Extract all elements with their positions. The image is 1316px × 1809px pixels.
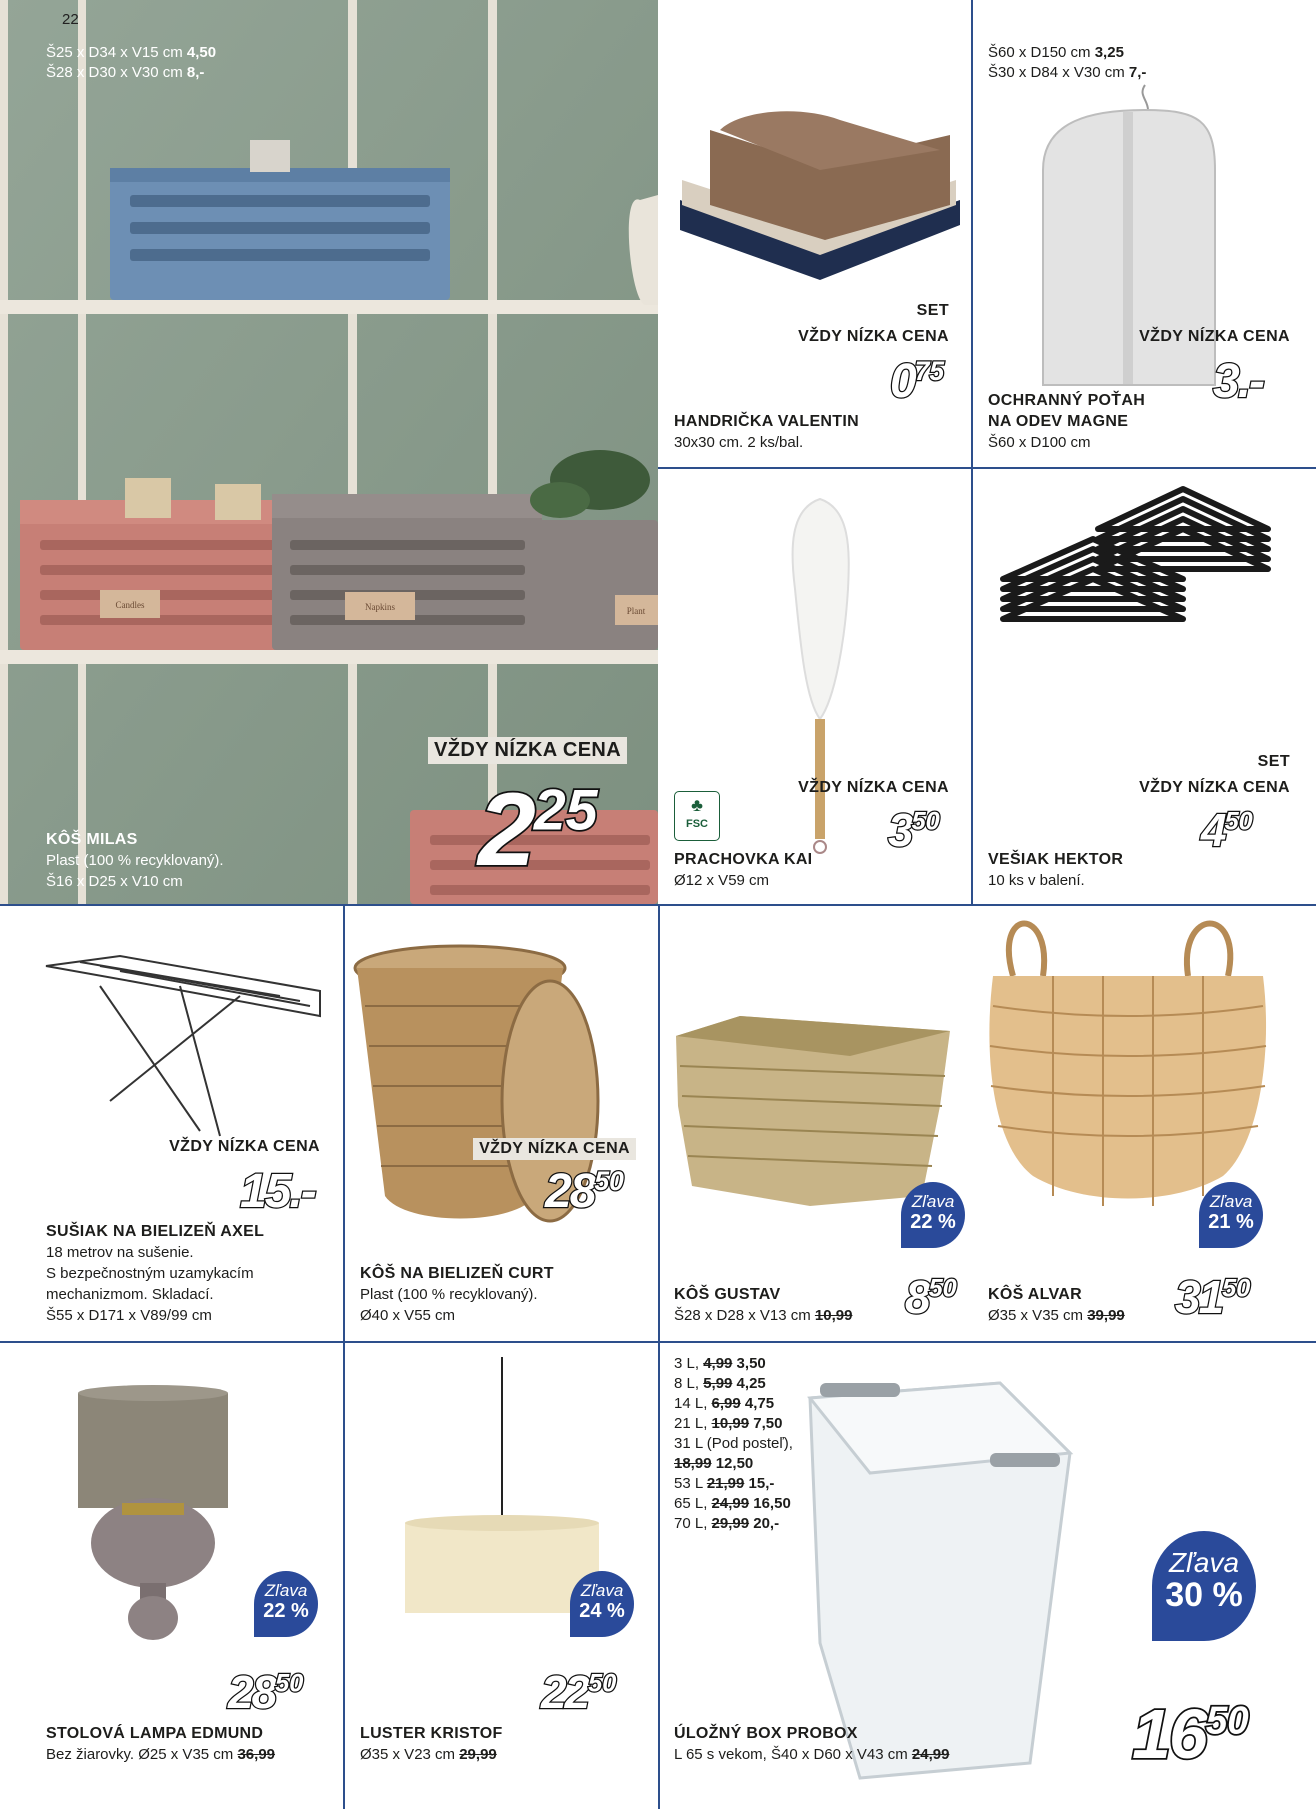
product-prachovka[interactable] (660, 469, 971, 904)
price-main: 28 (228, 1666, 276, 1718)
product-desc-1: 18 metrov na sušenie. (46, 1244, 194, 1261)
hero-illustration (0, 0, 658, 904)
discount-badge (1199, 1182, 1263, 1248)
price-tag: VŽDY NÍZKA CENA (798, 779, 949, 796)
product-name: KÔŠ GUSTAV (674, 1286, 781, 1303)
tree-icon: ♣ (691, 795, 703, 815)
product-desc-4: Š55 x D171 x V89/99 cm (46, 1307, 212, 1324)
price-tag: VŽDY NÍZKA CENA (1139, 779, 1290, 796)
price-main: 22 (541, 1666, 589, 1718)
product-luster[interactable] (345, 1343, 658, 1809)
product-desc (674, 1306, 852, 1326)
product-desc: Š60 x D100 cm (988, 434, 1091, 451)
hero-price-sup: 25 (533, 778, 598, 843)
old-price: 36,99 (237, 1746, 276, 1763)
new-price: 15,- (744, 1475, 775, 1492)
price-main: 3 (888, 804, 912, 856)
hero-photo (0, 0, 658, 904)
set-label: SET (916, 302, 949, 319)
product-susiak[interactable] (0, 906, 343, 1341)
old-price: 24,99 (711, 1495, 750, 1512)
product-probox[interactable] (660, 1343, 1316, 1809)
price-tag: VŽDY NÍZKA CENA (473, 1138, 636, 1160)
new-price: 3,50 (732, 1355, 766, 1372)
fsc-text: FSC (686, 818, 708, 830)
product-desc-2: S bezpečnostným uzamykacím (46, 1265, 254, 1282)
price-sup: 50 (594, 1166, 624, 1196)
product-name-2: NA ODEV MAGNE (988, 413, 1129, 430)
price-sup: 50 (1224, 807, 1253, 836)
dims-2-price: 7,- (1128, 64, 1147, 81)
size-price-row (674, 1514, 793, 1534)
product-desc (360, 1745, 497, 1765)
size-price-list (674, 1354, 793, 1534)
product-desc: Ø12 x V59 cm (674, 872, 770, 889)
product-desc-text: Bez žiarovky. Ø25 x V35 cm (46, 1746, 238, 1763)
hero-dims-2-text: Š28 x D30 x V30 cm (46, 64, 187, 81)
badge-percent: 21 % (1208, 1211, 1254, 1233)
price-tag: VŽDY NÍZKA CENA (169, 1138, 320, 1155)
rattan-basket-illustration (973, 906, 1316, 1341)
badge-label: Zľava (264, 1581, 308, 1600)
badge-label: Zľava (580, 1581, 624, 1600)
product-gustav[interactable] (660, 906, 971, 1341)
size-label: 65 L, (674, 1495, 712, 1512)
size-label: 14 L, (674, 1395, 712, 1412)
price (228, 1666, 304, 1718)
price (890, 355, 945, 408)
size-label: 70 L, (674, 1515, 712, 1532)
old-price: 29,99 (711, 1515, 750, 1532)
page-number: 22 (62, 11, 79, 28)
price (1175, 1271, 1251, 1323)
product-desc (988, 1306, 1125, 1326)
product-name: HANDRIČKA VALENTIN (674, 413, 859, 430)
price-sup: 50 (588, 1669, 617, 1698)
product-desc-text: Ø35 x V23 cm (360, 1746, 460, 1763)
hero-price (478, 772, 598, 888)
size-label: 3 L, (674, 1355, 704, 1372)
old-price: 18,99 (674, 1455, 712, 1472)
new-price: 4,25 (732, 1375, 766, 1392)
price (1201, 804, 1253, 856)
product-name: STOLOVÁ LAMPA EDMUND (46, 1725, 264, 1742)
grey-crate (272, 494, 542, 650)
fsc-logo (674, 791, 720, 841)
badge-percent: 30 % (1165, 1576, 1243, 1614)
product-curt[interactable] (345, 906, 658, 1341)
product-name: VEŠIAK HEKTOR (988, 851, 1124, 868)
price-main: 28 (545, 1165, 595, 1218)
discount-badge (1152, 1531, 1256, 1641)
hero-price-main: 2 (478, 772, 534, 888)
dims-1-text: Š60 x D150 cm (988, 44, 1095, 61)
set-label: SET (1257, 753, 1290, 770)
old-price: 39,99 (1087, 1307, 1125, 1324)
product-desc-2: Ø40 x V55 cm (360, 1307, 456, 1324)
hero-dims-1-price: 4,50 (186, 44, 217, 61)
hero-dims-2 (46, 63, 204, 83)
old-price: 21,99 (706, 1475, 745, 1492)
price: 15.- (240, 1165, 315, 1218)
price-sup: 50 (911, 807, 940, 836)
svg-text:Napkins: Napkins (365, 602, 395, 612)
product-desc-text: L 65 s vekom, Š40 x D60 x V43 cm (674, 1746, 912, 1763)
discount-badge (901, 1182, 965, 1248)
product-name: SUŠIAK NA BIELIZEŇ AXEL (46, 1223, 265, 1240)
badge-label: Zľava (1168, 1547, 1240, 1578)
size-label: 21 L, (674, 1415, 712, 1432)
badge-label: Zľava (911, 1192, 955, 1211)
old-price: 6,99 (711, 1395, 741, 1412)
new-price: 4,75 (740, 1395, 775, 1412)
product-desc-3: mechanizmom. Skladací. (46, 1286, 214, 1303)
product-desc-text: Š28 x D28 x V13 cm (674, 1307, 815, 1324)
price-sup: 75 (914, 356, 945, 386)
hero-desc-2: Š16 x D25 x V10 cm (46, 873, 183, 890)
product-lampa[interactable] (0, 1343, 343, 1809)
product-vesiak[interactable] (973, 469, 1316, 904)
hero-dims-1-text: Š25 x D34 x V15 cm (46, 44, 187, 61)
product-desc-text: Ø35 x V35 cm (988, 1307, 1088, 1324)
product-name: LUSTER KRISTOF (360, 1725, 503, 1742)
price-tag: VŽDY NÍZKA CENA (798, 328, 949, 345)
price (888, 804, 940, 856)
price: 3.- (1213, 355, 1264, 408)
price-sup: 50 (1222, 1274, 1251, 1303)
size-price-row (674, 1414, 793, 1434)
badge-percent: 24 % (579, 1600, 625, 1622)
hero-product-name: KÔŠ MILAS (46, 831, 138, 848)
dims-1 (988, 43, 1124, 63)
price (545, 1165, 624, 1218)
hero-desc-1: Plast (100 % recyklovaný). (46, 852, 224, 869)
dims-2 (988, 63, 1146, 83)
product-desc-1: Plast (100 % recyklovaný). (360, 1286, 538, 1303)
price-main: 16 (1132, 1695, 1206, 1773)
product-desc: 10 ks v balení. (988, 872, 1085, 889)
product-name: KÔŠ NA BIELIZEŇ CURT (360, 1265, 554, 1282)
dims-2-text: Š30 x D84 x V30 cm (988, 64, 1129, 81)
old-price: 5,99 (703, 1375, 733, 1392)
product-handricka[interactable] (660, 0, 971, 467)
badge-percent: 22 % (263, 1600, 309, 1622)
price (905, 1271, 957, 1323)
new-price: 7,50 (749, 1415, 783, 1432)
price (541, 1666, 617, 1718)
price-sup: 50 (275, 1669, 304, 1698)
price-tag: VŽDY NÍZKA CENA (1139, 328, 1290, 345)
size-price-row (674, 1374, 793, 1394)
badge-label: Zľava (1209, 1192, 1253, 1211)
size-price-row (674, 1434, 793, 1454)
svg-text:Candles: Candles (115, 600, 145, 610)
svg-text:Plant: Plant (626, 606, 646, 616)
hero-price-tag: VŽDY NÍZKA CENA (428, 737, 627, 764)
product-name: KÔŠ ALVAR (988, 1286, 1082, 1303)
discount-badge (570, 1571, 634, 1637)
size-label: 31 L (Pod posteľ), (674, 1435, 793, 1452)
new-price: 16,50 (749, 1495, 791, 1512)
pink-crate (20, 478, 300, 650)
size-price-row (674, 1354, 793, 1374)
product-desc: 30x30 cm. 2 ks/bal. (674, 434, 804, 451)
discount-badge (254, 1571, 318, 1637)
price-main: 4 (1201, 804, 1225, 856)
size-label: 53 L (674, 1475, 707, 1492)
new-price: 12,50 (711, 1455, 754, 1472)
product-desc (46, 1745, 275, 1765)
size-price-row (674, 1494, 793, 1514)
price-main: 31 (1175, 1271, 1223, 1323)
hangers-illustration (973, 469, 1316, 904)
old-price: 10,99 (814, 1307, 853, 1324)
price-main: 0 (890, 355, 915, 408)
price-main: 8 (905, 1271, 929, 1323)
size-price-row (674, 1474, 793, 1494)
product-alvar[interactable] (973, 906, 1316, 1341)
old-price: 29,99 (459, 1746, 497, 1763)
new-price: 20,- (749, 1515, 780, 1532)
size-price-row (674, 1454, 793, 1474)
hero-dims-2-price: 8,- (186, 64, 205, 81)
badge-percent: 22 % (910, 1211, 956, 1233)
product-name: ÚLOŽNÝ BOX PROBOX (674, 1725, 858, 1742)
product-desc (674, 1745, 949, 1765)
price-sup: 50 (1205, 1699, 1249, 1743)
size-price-row (674, 1394, 793, 1414)
product-name: PRACHOVKA KAI (674, 851, 813, 868)
old-price: 4,99 (703, 1355, 733, 1372)
product-potah[interactable] (973, 0, 1316, 467)
old-price: 24,99 (911, 1746, 950, 1763)
price (1132, 1695, 1249, 1773)
old-price: 10,99 (711, 1415, 750, 1432)
hero-dims-1 (46, 43, 216, 63)
price-sup: 50 (928, 1274, 957, 1303)
dims-1-price: 3,25 (1094, 44, 1124, 61)
size-label: 8 L, (674, 1375, 704, 1392)
product-name-1: OCHRANNÝ POŤAH (988, 392, 1146, 409)
